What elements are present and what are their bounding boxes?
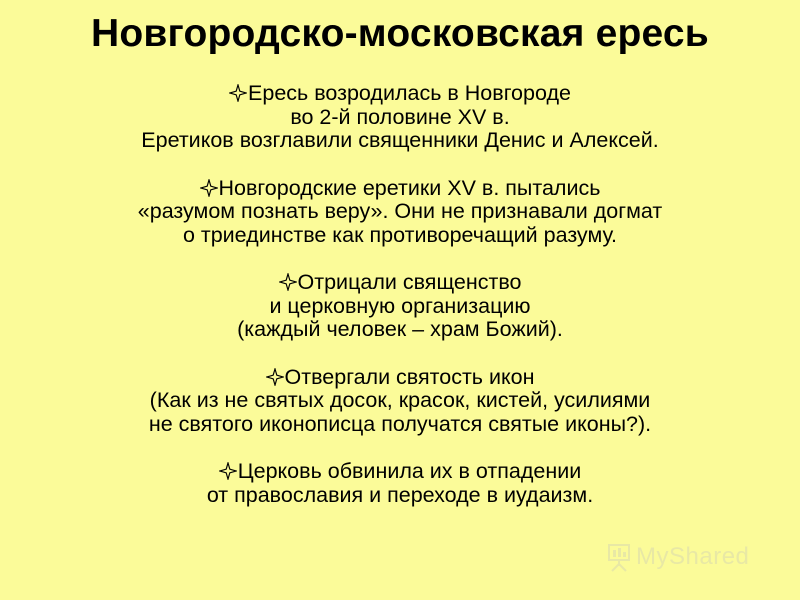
bullet-line: во 2-й половине XV в. xyxy=(290,104,510,129)
bullet-line: не святого иконописца получатся святые иконы?). xyxy=(148,411,652,436)
bullet-priesthood-denial xyxy=(0,271,800,342)
bullet-text: Отрицали священство xyxy=(297,270,522,294)
star-bullet-icon xyxy=(266,368,284,386)
slide-title: Новгородско-московская ересь xyxy=(90,12,709,55)
bullet-line xyxy=(0,366,800,390)
bullet-line: (каждый человек – храм Божий). xyxy=(237,317,563,341)
bullet-line xyxy=(0,177,800,201)
bullet-line: (Как из не святых досок, красок, кистей, усилиями xyxy=(149,388,651,412)
bullet-line: от православия и переходе в иудаизм. xyxy=(206,482,594,507)
slide-content xyxy=(0,82,800,531)
bullet-line: и церковную организацию xyxy=(269,293,531,318)
bullet-line: о триединстве как противоречащий разуму. xyxy=(182,222,618,247)
bullet-novgorod-heretics xyxy=(0,177,800,248)
bullet-line: Еретиков возглавили священники Денис и Алексей. xyxy=(141,128,659,152)
bullet-icon-rejection xyxy=(0,366,800,437)
bullet-text: Церковь обвинила их в отпадении xyxy=(237,459,582,483)
star-bullet-icon xyxy=(279,273,297,291)
bullet-text: Новгородские еретики XV в. пытались xyxy=(218,175,601,200)
bullet-line xyxy=(0,460,800,484)
bullet-line: «разумом познать веру». Они не признавали догмат xyxy=(137,199,663,223)
bullet-text: Отвергали святость икон xyxy=(284,364,535,389)
star-bullet-icon xyxy=(200,179,218,197)
watermark-text: MyShared xyxy=(636,543,750,570)
bullet-line xyxy=(0,82,800,106)
presentation-board-icon xyxy=(606,542,632,572)
bullet-heresy-revival xyxy=(0,82,800,153)
star-bullet-icon xyxy=(219,462,237,480)
bullet-line xyxy=(0,271,800,295)
bullet-text: Ересь возродилась в Новгороде xyxy=(248,81,571,105)
star-bullet-icon xyxy=(229,84,247,102)
bullet-church-accusation xyxy=(0,460,800,507)
watermark xyxy=(606,540,766,574)
